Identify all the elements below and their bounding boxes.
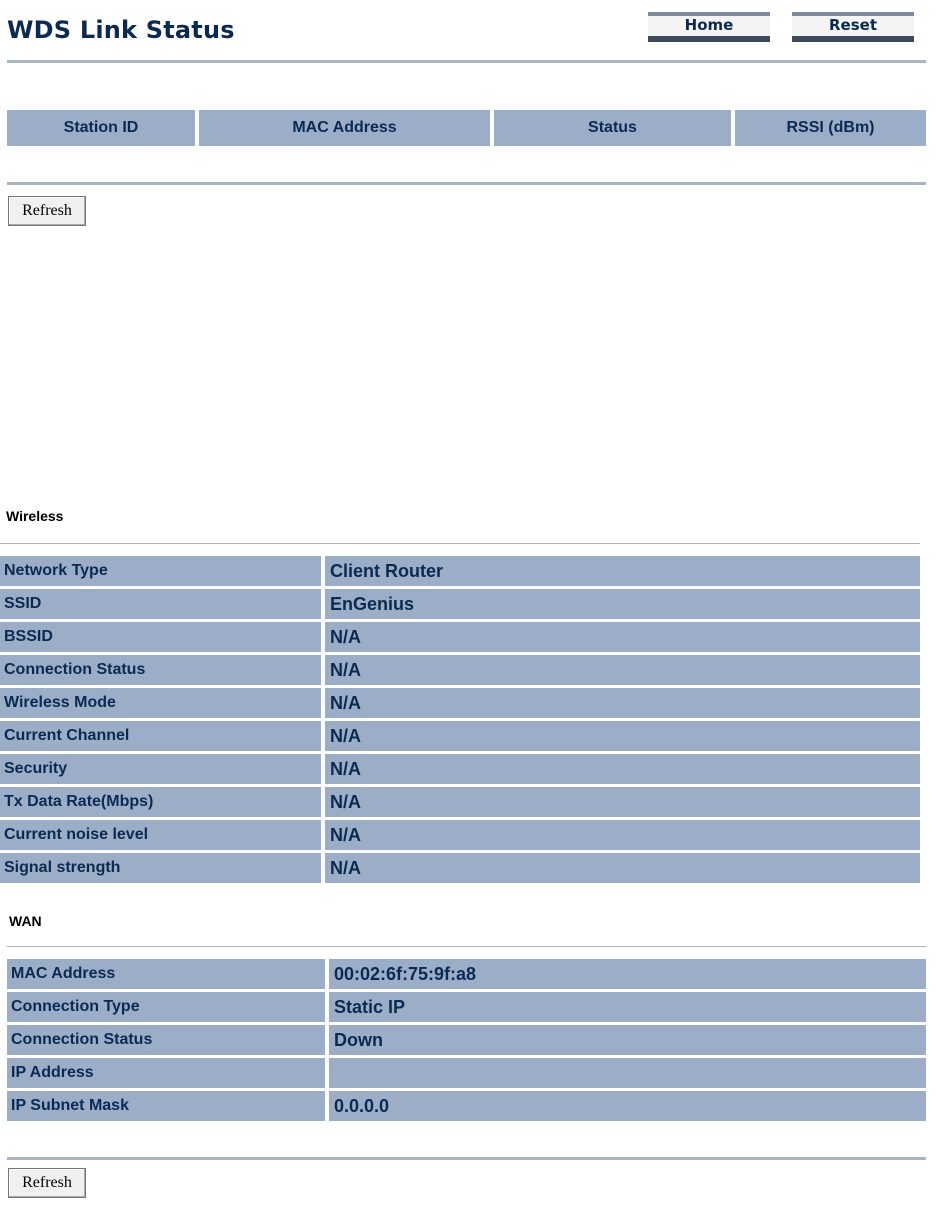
row-value-mac-address: 00:02:6f:75:9f:a8 bbox=[329, 959, 926, 989]
row-label-ip-address: IP Address bbox=[7, 1058, 325, 1088]
row-label-connection-status: Connection Status bbox=[7, 1025, 325, 1055]
row-label-ssid: SSID bbox=[0, 589, 321, 619]
row-value-current-noise-level: N/A bbox=[325, 820, 920, 850]
row-value-connection-status: N/A bbox=[325, 655, 920, 685]
row-label-network-type: Network Type bbox=[0, 556, 321, 586]
row-value-connection-type: Static IP bbox=[329, 992, 926, 1022]
title-divider bbox=[7, 60, 926, 63]
wan-heading: WAN bbox=[9, 913, 42, 929]
row-label-ip-subnet-mask: IP Subnet Mask bbox=[7, 1091, 325, 1121]
row-label-bssid: BSSID bbox=[0, 622, 321, 652]
row-value-wireless-mode: N/A bbox=[325, 688, 920, 718]
row-label-mac-address: MAC Address bbox=[7, 959, 325, 989]
wireless-heading: Wireless bbox=[6, 508, 64, 524]
wds-divider bbox=[7, 182, 926, 185]
row-value-current-channel: N/A bbox=[325, 721, 920, 751]
row-value-signal-strength: N/A bbox=[325, 853, 920, 883]
row-value-connection-status: Down bbox=[329, 1025, 926, 1055]
bottom-divider bbox=[7, 1157, 926, 1160]
row-value-network-type: Client Router bbox=[325, 556, 920, 586]
row-value-ssid: EnGenius bbox=[325, 589, 920, 619]
page-title: WDS Link Status bbox=[7, 16, 235, 44]
row-label-tx-data-rate-mbps: Tx Data Rate(Mbps) bbox=[0, 787, 321, 817]
refresh-button[interactable]: Refresh bbox=[8, 196, 86, 226]
row-value-tx-data-rate-mbps: N/A bbox=[325, 787, 920, 817]
row-label-signal-strength: Signal strength bbox=[0, 853, 321, 883]
column-header-station-id: Station ID bbox=[7, 110, 195, 146]
row-value-ip-address bbox=[329, 1058, 926, 1088]
wireless-divider bbox=[0, 543, 920, 544]
column-header-status: Status bbox=[494, 110, 731, 146]
refresh-button-bottom[interactable]: Refresh bbox=[8, 1168, 86, 1198]
home-button[interactable]: Home bbox=[648, 12, 770, 42]
row-value-bssid: N/A bbox=[325, 622, 920, 652]
row-label-wireless-mode: Wireless Mode bbox=[0, 688, 321, 718]
wan-divider bbox=[7, 946, 926, 947]
row-value-ip-subnet-mask: 0.0.0.0 bbox=[329, 1091, 926, 1121]
row-label-connection-status: Connection Status bbox=[0, 655, 321, 685]
row-label-current-noise-level: Current noise level bbox=[0, 820, 321, 850]
row-value-security: N/A bbox=[325, 754, 920, 784]
row-label-current-channel: Current Channel bbox=[0, 721, 321, 751]
column-header-rssi: RSSI (dBm) bbox=[735, 110, 926, 146]
row-label-security: Security bbox=[0, 754, 321, 784]
row-label-connection-type: Connection Type bbox=[7, 992, 325, 1022]
reset-button[interactable]: Reset bbox=[792, 12, 914, 42]
column-header-mac-address: MAC Address bbox=[199, 110, 490, 146]
